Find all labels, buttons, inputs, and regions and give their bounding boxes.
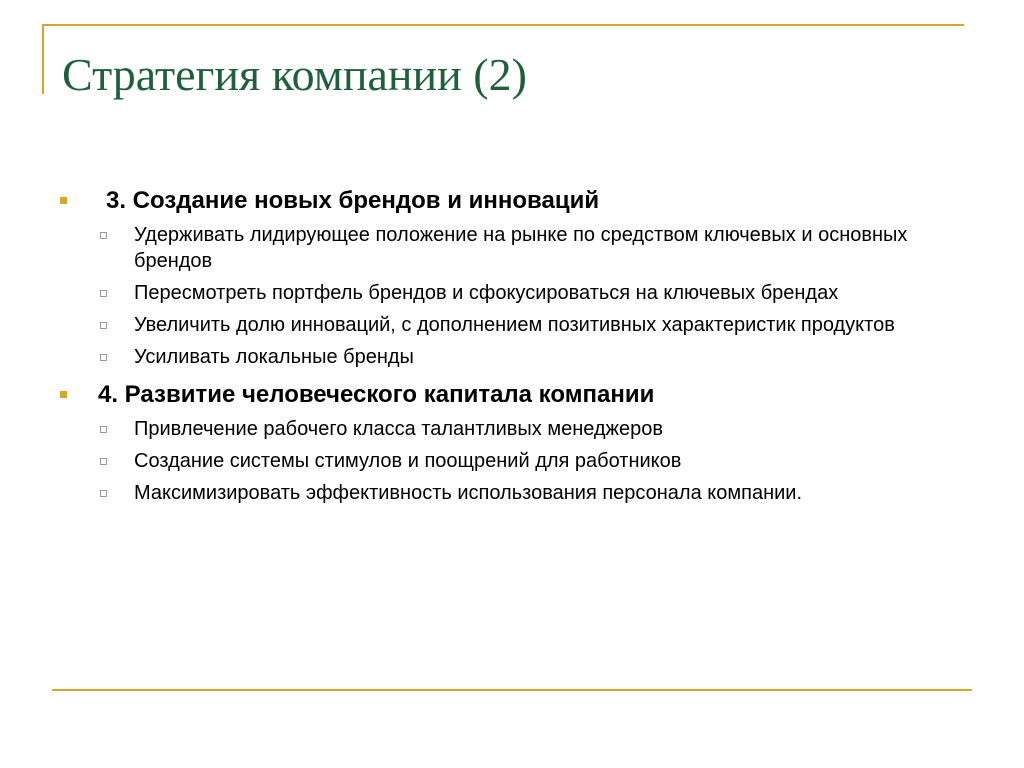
frame-bottom-line [52,689,972,691]
list-item-text: Пересмотреть портфель брендов и сфокусироваться на ключевых брендах [134,282,839,304]
slide-title: Стратегия компании (2) [62,49,527,100]
list-item [56,222,966,274]
hollow-square-bullet-icon [100,458,107,465]
sub-list [56,222,966,370]
section-heading [56,376,966,414]
frame-top-line [42,24,964,26]
square-bullet-icon [60,197,67,204]
hollow-square-bullet-icon [100,232,107,239]
hollow-square-bullet-icon [100,322,107,329]
list-item-text: Усиливать локальные бренды [134,346,414,368]
section-brands-innovation [56,182,966,370]
list-item-text: Создание системы стимулов и поощрений для работников [134,450,682,472]
section-heading-text: 4. Развитие человеческого капитала компании [98,381,655,408]
hollow-square-bullet-icon [100,426,107,433]
hollow-square-bullet-icon [100,290,107,297]
list-item [56,416,966,442]
square-bullet-icon [60,391,67,398]
section-heading [56,182,966,220]
list-item [56,480,966,506]
list-item-text: Увеличить долю инноваций, с дополнением позитивных характеристик продуктов [134,314,895,336]
slide-content [56,182,966,512]
section-human-capital [56,376,966,506]
section-heading-text: 3. Создание новых брендов и инноваций [106,187,600,214]
list-item [56,344,966,370]
hollow-square-bullet-icon [100,490,107,497]
list-item [56,280,966,306]
list-item-text: Удерживать лидирующее положение на рынке по средством ключевых и основных брендов [134,224,908,272]
list-item [56,312,966,338]
hollow-square-bullet-icon [100,354,107,361]
list-item [56,448,966,474]
list-item-text: Максимизировать эффективность использования персонала компании. [134,482,803,504]
frame-left-line [42,24,44,94]
list-item-text: Привлечение рабочего класса талантливых менеджеров [134,418,663,440]
sub-list [56,416,966,506]
